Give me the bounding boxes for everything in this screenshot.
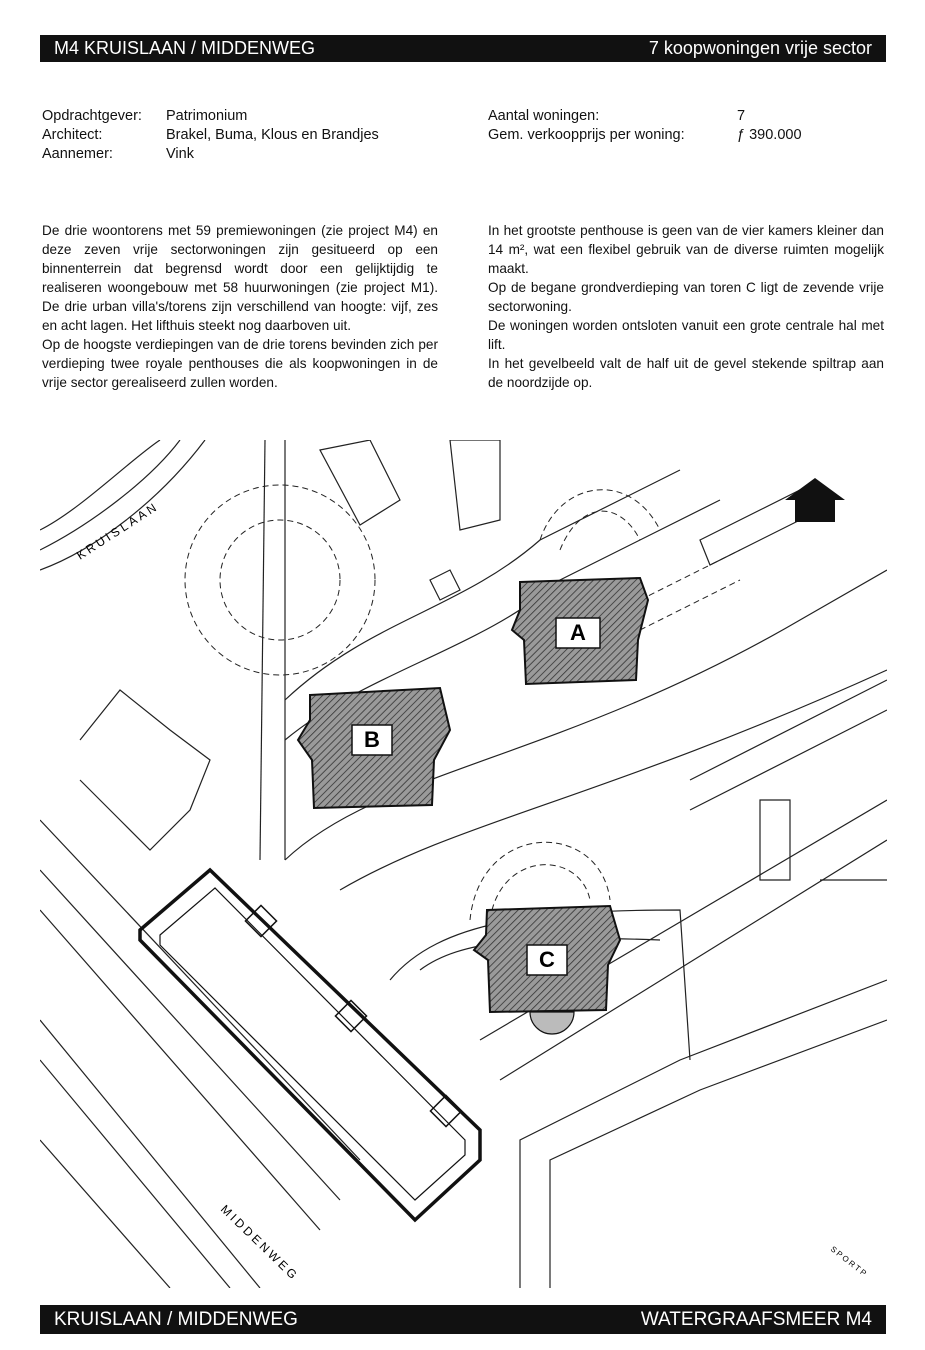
credit-row <box>42 107 379 126</box>
header-bar <box>40 35 886 62</box>
site-plan <box>40 440 887 1288</box>
sport-label: SPORTP <box>828 1244 870 1280</box>
street-label-middenweg: MIDDENWEG <box>217 1202 302 1284</box>
credit-label: Aannemer: <box>42 146 113 162</box>
tower-b <box>298 688 450 808</box>
description-right-column <box>488 221 884 392</box>
project-figures <box>488 107 802 145</box>
credit-value: Brakel, Buma, Klous en Brandjes <box>166 127 379 143</box>
credit-value: Vink <box>166 146 194 162</box>
figure-label: Gem. verkoopprijs per woning: <box>488 127 685 143</box>
street-label-kruislaan: KRUISLAAN <box>74 499 162 563</box>
credit-value: Patrimonium <box>166 108 248 124</box>
footer-right: WATERGRAAFSMEER M4 <box>640 1308 872 1330</box>
tower-c-label: C <box>539 947 555 972</box>
credit-label: Architect: <box>42 127 103 143</box>
paragraph: Op de begane grondverdieping van toren C ligt de zevende vrije sectorwoning. <box>488 280 884 314</box>
tower-a-label: A <box>570 620 586 645</box>
figure-label: Aantal woningen: <box>488 108 600 124</box>
figure-row <box>488 126 802 145</box>
footer-left: KRUISLAAN / MIDDENWEG <box>54 1308 298 1330</box>
project-credits <box>42 107 379 164</box>
figure-value: ƒ 390.000 <box>737 127 802 143</box>
tower-a <box>512 578 648 684</box>
paragraph: In het gevelbeeld valt de half uit de gevel stekende spiltrap aan de noordzijde op. <box>488 356 884 390</box>
header-title: M4 KRUISLAAN / MIDDENWEG <box>54 38 316 58</box>
description-left-column <box>42 221 438 392</box>
credit-row <box>42 145 379 164</box>
credit-label: Opdrachtgever: <box>42 108 142 124</box>
figure-row <box>488 107 802 126</box>
paragraph: In het grootste penthouse is geen van de vier kamers kleiner dan 14 m², wat een flexibel gebruik van de diverse ruimten mogelijk maakt. <box>488 223 884 276</box>
paragraph: Op de hoogste verdiepingen van de drie torens bevinden zich per verdieping twee royale penthouses die als koopwoningen in de vrije sector gerealiseerd zullen worden. <box>42 337 438 390</box>
paragraph: De woningen worden ontsloten vanuit een grote centrale hal met lift. <box>488 318 884 352</box>
footer-bar <box>40 1305 886 1334</box>
figure-value: 7 <box>737 108 746 124</box>
header-subtitle: 7 koopwoningen vrije sector <box>648 38 872 58</box>
paragraph: De drie woontorens met 59 premiewoningen (zie project M4) en deze zeven vrije sectorwoningen zijn gesitueerd op een binnenterrein dat begrensd wordt door een gelijktijdig te realiseren woongebouw met 58 huurwoningen (zie project M1). De drie urban villa's/torens zijn verschillend van hoogte: vijf, zes en acht lagen. Het lifthuis steekt nog daarboven uit. <box>42 223 438 333</box>
tower-b-label: B <box>364 727 380 752</box>
credit-row <box>42 126 379 145</box>
